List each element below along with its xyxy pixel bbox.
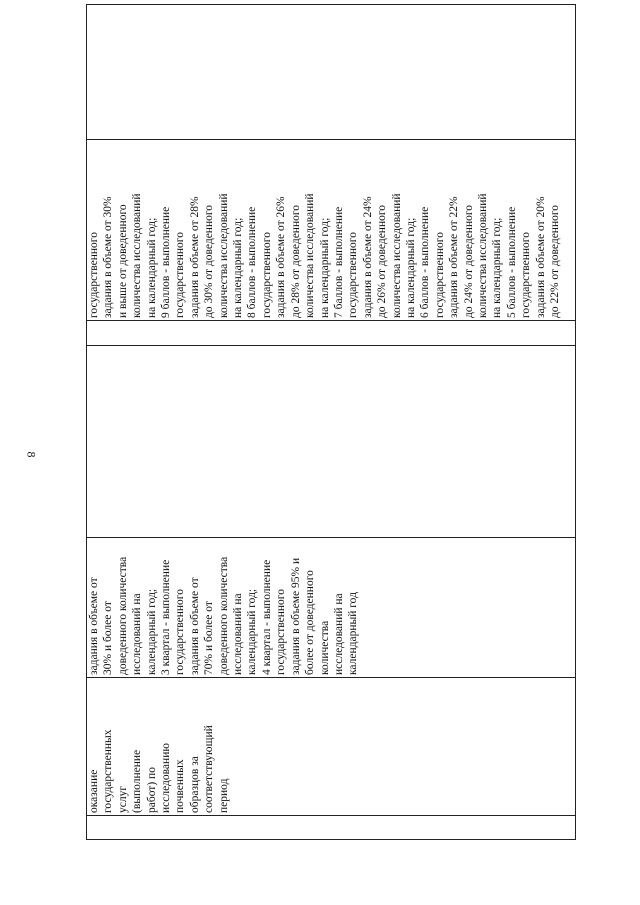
quarters-text: задания в объеме от 30% и более от доведенного количества исследований на календарный год; 3 квартал - выполнение государственного задания в объеме от 70% и более от доведенного количества исследований на календарный год; 4 квартал - выполнение государственного задания в объеме 95% и более от доведенного количества исследований на календарный год [88, 556, 360, 675]
scores-text: государственного задания в объеме от 30% и выше от доведенного количества исследований на календарный год; 9 баллов - выполнение государственного задания в объеме от 28% до 30% от доведенного количества исследований на календарный год; 8 баллов - выполнение государственного задания в объеме от 26% до 28% от доведенного количества исследований на календарный год; 7 баллов - выполнение государственного задания в объеме от 24% до 26% от доведенного количества исследований на календарный год; 6 баллов - выполнение государственного задания в объеме от 22% до 24% от доведенного количества исследований на календарный год; 5 баллов - выполнение государственного задания в объеме от 20% до 22% от доведенного [88, 193, 561, 318]
index-cell [87, 816, 576, 840]
empty-cell [87, 321, 576, 346]
scores-cell [87, 140, 576, 321]
criteria-table [86, 4, 576, 840]
service-text: оказание государственных услуг (выполнение работ) по исследованию почвенных образцов за соответствующий период [88, 725, 230, 813]
empty-cell [87, 346, 576, 538]
table-row [87, 5, 576, 840]
service-cell [87, 678, 576, 816]
empty-cell [87, 5, 576, 140]
quarters-cell [87, 538, 576, 678]
page-number: 8 [24, 451, 39, 458]
rotated-table [86, 40, 576, 840]
